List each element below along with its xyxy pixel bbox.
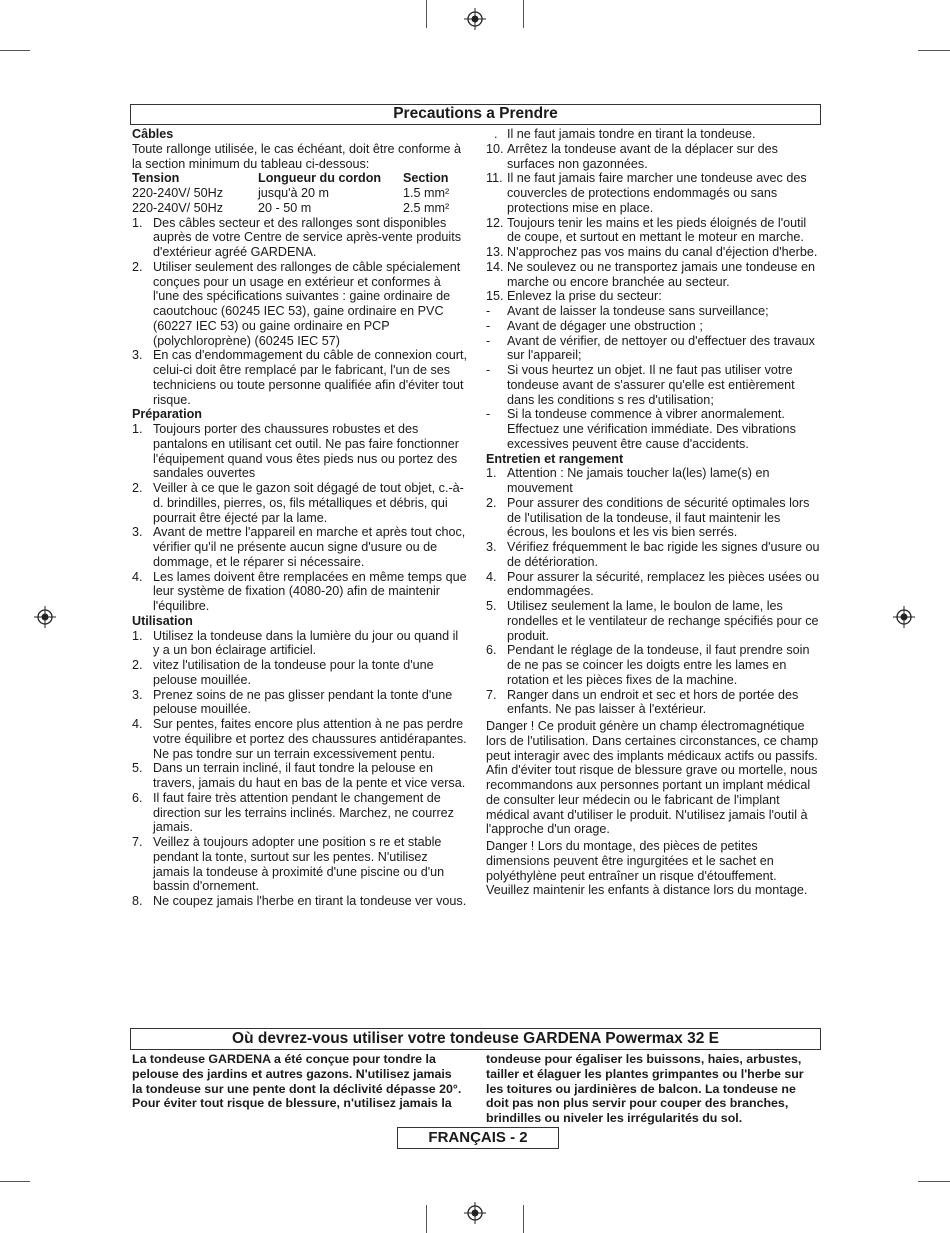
table-cell: 1.5 mm² (403, 186, 450, 200)
list-item: 1. Utilisez la tondeuse dans la lumière du jour ou quand il y a un bon éclairage artificiel. (132, 628, 459, 658)
list-item: - Avant de laisser la tondeuse sans surveillance; (486, 304, 769, 318)
registration-mark-icon (464, 1202, 486, 1224)
crop-mark (0, 1181, 30, 1182)
list-item: 5. Dans un terrain incliné, il faut tondre la pelouse en travers, jamais du haut en bas de la pente et vice versa. (132, 761, 466, 790)
list-item: 1. Toujours porter des chaussures robustes et des pantalons en utilisant cet outil. Ne pas faire fonctionner l'équipement quand vous êtes pieds nus ou portez des sandales ouvertes (132, 422, 459, 481)
right-column (486, 127, 820, 898)
crop-mark (426, 1205, 427, 1233)
list-item: 1. Des câbles secteur et des rallonges sont disponibles auprès de votre Centre de service après-vente produits d'extérieur agréé GARDENA. (132, 215, 462, 259)
list-item: 3. Avant de mettre l'appareil en marche et après tout choc, vérifier qu'il ne présente aucun signe d'usure ou de dommage, et le réparer si nécessaire. (132, 525, 466, 569)
entretien-heading: Entretien et rangement (486, 451, 624, 466)
list-item: 2. Utiliser seulement des rallonges de câble spécialement conçues pour un usage en extérieur et conformes à l'une des spécifications suivantes : gaine ordinaire de caoutchouc (60245 IEC 53), gaine ordinaire en PVC (60227 IEC 53) ou gaine ordinaire en PCP (polychloroprène) (60245 IEC 57) (132, 259, 461, 348)
table-cell: 20 - 50 m (258, 200, 312, 215)
cables-heading: Câbles (132, 127, 174, 141)
list-item: 15. Enlevez la prise du secteur: (486, 289, 662, 304)
table-row (132, 201, 467, 216)
table-header-cell: Tension (132, 171, 180, 186)
list-item: 8. Ne coupez jamais l'herbe en tirant la tondeuse ver vous. (132, 894, 467, 908)
crop-mark (918, 1181, 950, 1182)
table-header-cell: Section (403, 171, 449, 186)
list-item: - Si la tondeuse commence à vibrer anormalement. Effectuez une vérification immédiate. Des vibrations excessives peuvent être cause d'accidents. (486, 407, 796, 451)
crop-mark (523, 0, 524, 28)
list-item: 4. Sur pentes, faites encore plus attention à ne pas perdre votre équilibre et portez des chaussures antidérapantes. Ne pas tondre sur un terrain excessivement pentu. (132, 717, 467, 761)
cables-list (132, 216, 467, 408)
preparation-heading: Préparation (132, 407, 202, 422)
table-cell: jusqu'à 20 m (258, 186, 330, 200)
section-title: Precautions a Prendre (130, 104, 821, 125)
crop-mark (523, 1205, 524, 1233)
list-item: 13. N'approchez pas vos mains du canal d'éjection d'herbe. (486, 245, 818, 259)
list-item: 3. En cas d'endommagement du câble de connexion court, celui-ci doit être remplacé par le fabricant, l'un de ses techniciens ou toute personne qualifiée afin d'éviter tout risque. (132, 348, 467, 407)
cables-intro: Toute rallonge utilisée, le cas échéant, doit être conforme à la section minimum du tableau ci-dessous: (132, 141, 462, 171)
registration-mark-icon (893, 606, 915, 628)
table-cell: 220-240V/ 50Hz (132, 200, 224, 215)
list-item: 7. Ranger dans un endroit et sec et hors de portée des enfants. Ne pas laisser à l'extérieur. (486, 687, 799, 717)
list-item: - Si vous heurtez un objet. Il ne faut pas utiliser votre tondeuse avant de s'assurer qu'elle est entièrement dans les conditions s res d'utilisation; (486, 363, 795, 407)
list-item: 4. Les lames doivent être remplacées en même temps que leur système de fixation (4080-20) afin de maintenir l'équilibre. (132, 569, 467, 613)
list-item: 2. Pour assurer des conditions de sécurité optimales lors de l'utilisation de la tondeuse, il faut maintenir les écrous, les boulons et les vis bien serrés. (486, 495, 810, 540)
list-item: 4. Pour assurer la sécurité, remplacez les pièces usées ou endommagées. (486, 569, 820, 599)
table-cell: 220-240V/ 50Hz (132, 186, 224, 200)
list-item: 7. Veillez à toujours adopter une position s re et stable pendant la tonte, surtout sur les pentes. N'utilisez jamais la tondeuse à proximité d'une piscine ou d'un bassin d'ornement. (132, 835, 445, 894)
dash-list (486, 304, 820, 452)
utilisation-list (132, 629, 467, 909)
list-item: 1. Attention : Ne jamais toucher la(les) lame(s) en mouvement (486, 466, 770, 495)
table-row (132, 186, 467, 201)
registration-mark-icon (464, 8, 486, 30)
registration-mark-icon (34, 606, 56, 628)
usage-text-right: tondeuse pour égaliser les buissons, haies, arbustes, tailler et élaguer les plantes grimpantes ou l'herbe sur les toitures ou jardinières de balcon. La tondeuse ne doit pas non plus servir pour couper des branches, brindilles ou niveler les irrégularités du sol. (486, 1052, 804, 1125)
list-item: 11. Il ne faut jamais faire marcher une tondeuse avec des couvercles de protections endommagés ou sans protections mise en place. (486, 171, 807, 215)
list-item: . Il ne faut jamais tondre en tirant la tondeuse. (494, 127, 756, 141)
table-header-cell: Longueur du cordon (258, 171, 382, 186)
list-item: 12. Toujours tenir les mains et les pieds éloignés de l'outil de coupe, et surtout en mettant le moteur en marche. (486, 215, 807, 245)
entretien-list (486, 466, 820, 717)
list-item: 2. Veiller à ce que le gazon soit dégagé de tout objet, c.-à-d. brindilles, pierres, os, fils métalliques et débris, qui pourrait être éjecté par la lame. (132, 481, 464, 525)
left-column (132, 127, 467, 909)
list-item: 3. Prenez soins de ne pas glisser pendant la tonte d'une pelouse mouillée. (132, 687, 453, 717)
danger-paragraph: Danger ! Lors du montage, des pièces de petites dimensions peuvent être ingurgitées et le sachet en polyéthylène peut entraîner un risque d'étouffement. Veuillez maintenir les enfants à distance lors du montage. (486, 839, 808, 898)
table-cell: 2.5 mm² (403, 200, 450, 215)
list-item: - Avant de dégager une obstruction ; (486, 318, 703, 333)
list-item: 5. Utilisez seulement la lame, le boulon de lame, les rondelles et le ventilateur de rechange spécifiés pour ce produit. (486, 599, 819, 643)
crop-mark (0, 50, 30, 51)
list-item: - Avant de vérifier, de nettoyer ou d'effectuer des travaux sur l'appareil; (486, 333, 815, 363)
usage-text-left: La tondeuse GARDENA a été conçue pour tondre la pelouse des jardins et autres gazons. N'utilisez jamais la tondeuse sur une pente dont la déclivité dépasse 20°. Pour éviter tout risque de blessure, n'utilisez jamais la (132, 1052, 462, 1111)
list-item: 6. Il faut faire très attention pendant le changement de direction sur les terrains inclinés. Marchez, ne courrez jamais. (132, 790, 454, 835)
list-item: 2. vitez l'utilisation de la tondeuse pour la tonte d'une pelouse mouillée. (132, 658, 434, 687)
utilisation-list-continued (486, 127, 820, 304)
utilisation-heading: Utilisation (132, 613, 193, 628)
crop-mark (426, 0, 427, 28)
page-footer: FRANÇAIS - 2 (397, 1127, 559, 1149)
usage-section-title: Où devrez-vous utiliser votre tondeuse GARDENA Powermax 32 E (130, 1028, 821, 1050)
list-item: 3. Vérifiez fréquemment le bac rigide les signes d'usure ou de détérioration. (486, 540, 820, 569)
list-item: 6. Pendant le réglage de la tondeuse, il faut prendre soin de ne pas se coincer les doigts entre les lames en rotation et les pièces fixes de la machine. (486, 643, 810, 687)
table-header (132, 171, 467, 186)
danger-paragraph: Danger ! Ce produit génère un champ électromagnétique lors de l'utilisation. Dans certaines circonstances, ce champ peut interagir avec des implants médicaux actifs ou passifs. Afin d'éviter tout risque de blessure grave ou mortelle, nous recommandons aux personnes portant un implant médical de consulter leur médecin ou le fabricant de l'implant médical avant d'utiliser le produit. N'utilisez jamais l'outil à l'approche d'un orage. (486, 719, 819, 837)
list-item: 10. Arrêtez la tondeuse avant de la déplacer sur des surfaces non gazonnées. (486, 141, 778, 171)
list-item: 14. Ne soulevez ou ne transportez jamais une tondeuse en marche ou encore branchée au secteur. (486, 259, 816, 289)
preparation-list (132, 422, 467, 614)
crop-mark (918, 50, 950, 51)
